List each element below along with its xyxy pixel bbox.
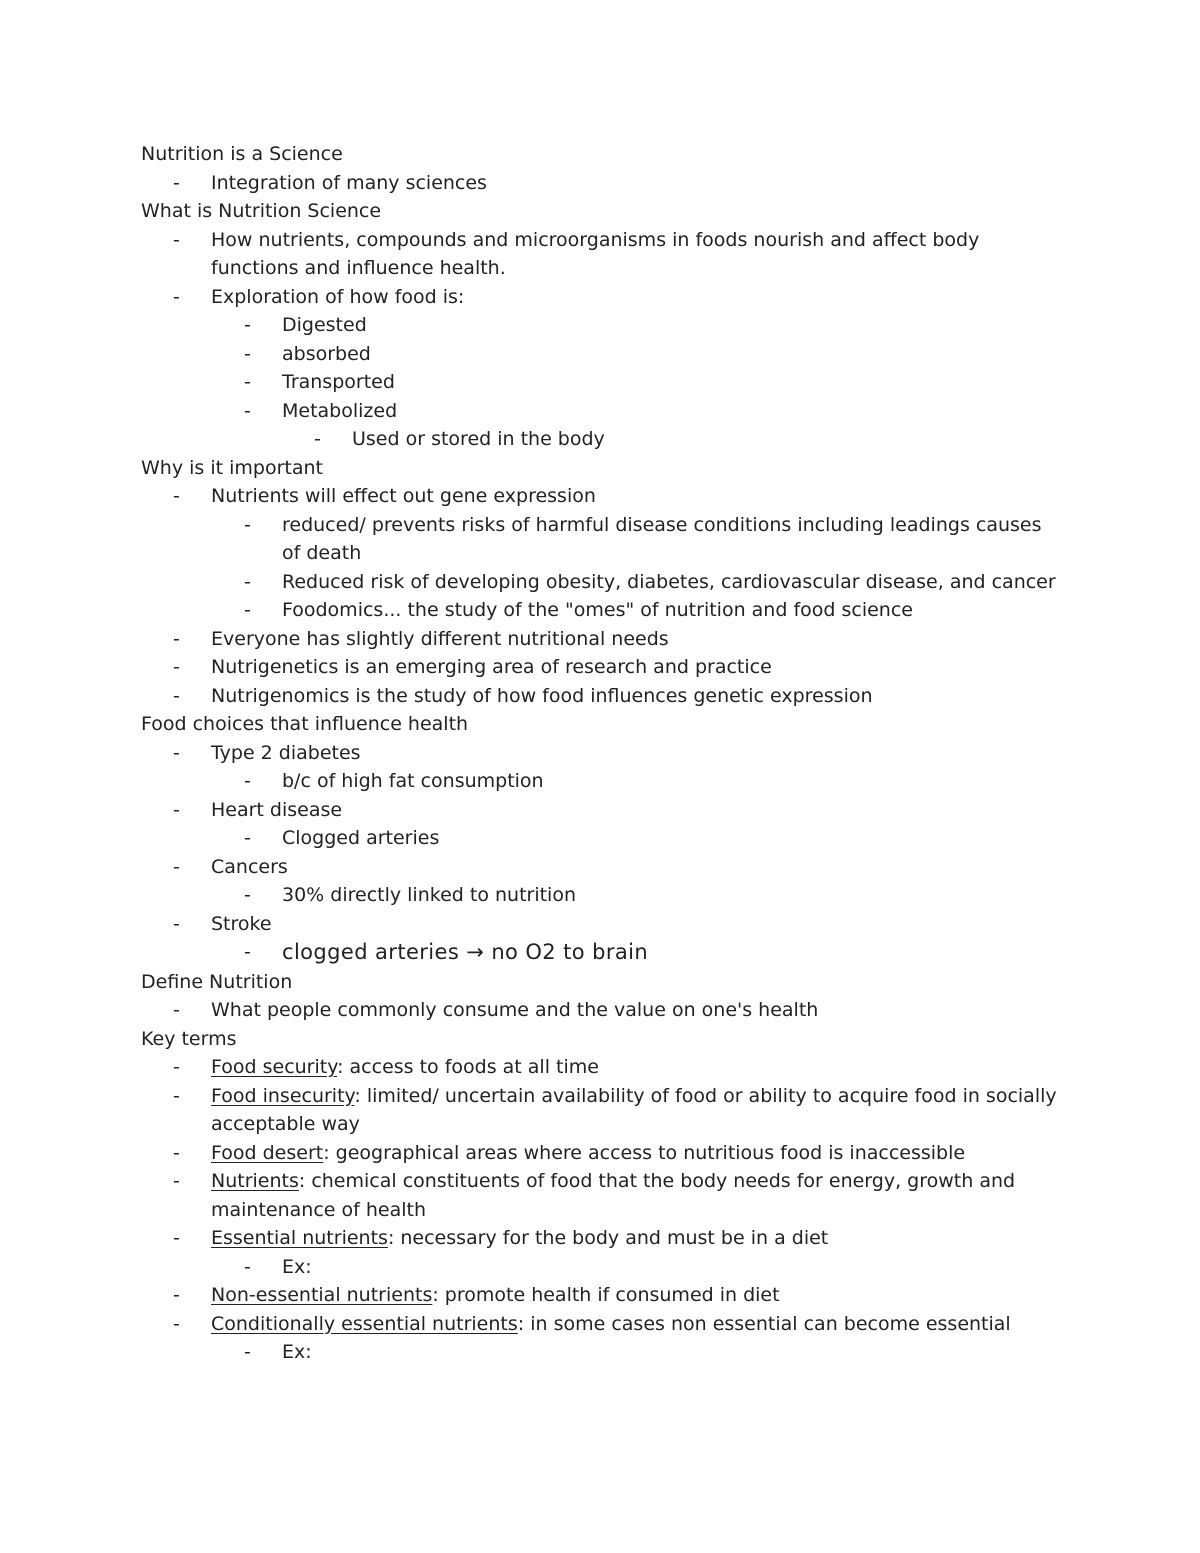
dash-bullet: - bbox=[173, 684, 180, 707]
dash-bullet: - bbox=[173, 1170, 180, 1192]
key-term-item bbox=[141, 1224, 1061, 1253]
sub-list-item bbox=[141, 340, 1061, 369]
list-item-text: Exploration of how food is: bbox=[211, 285, 465, 308]
list-item-text: clogged arteries → no O2 to brain bbox=[282, 940, 649, 964]
sub-list-item bbox=[141, 824, 1061, 853]
list-item-text: Integration of many sciences bbox=[211, 171, 487, 194]
dash-bullet: - bbox=[244, 941, 251, 963]
dash-bullet: - bbox=[173, 855, 180, 878]
dash-bullet: - bbox=[244, 1341, 251, 1363]
sub-list-item bbox=[141, 397, 1061, 426]
sub-list-item bbox=[141, 1253, 1061, 1282]
section-heading: Why is it important bbox=[141, 456, 323, 479]
dash-bullet: - bbox=[244, 599, 251, 621]
key-term-item bbox=[141, 1310, 1061, 1339]
key-term-definition: : geographical areas where access to nutritious food is inaccessible bbox=[323, 1141, 966, 1164]
list-item-text: Nutrients will effect out gene expression bbox=[211, 485, 596, 507]
sub-list-item bbox=[141, 311, 1061, 340]
sub-list-item bbox=[141, 767, 1061, 796]
section-heading: What is Nutrition Science bbox=[141, 200, 382, 222]
list-item-text: Reduced risk of developing obesity, diabetes, cardiovascular disease, and cancer bbox=[282, 570, 1056, 593]
dash-bullet: - bbox=[173, 171, 180, 194]
list-item-text: Transported bbox=[282, 371, 395, 393]
dash-bullet: - bbox=[244, 770, 251, 792]
list-item bbox=[141, 739, 1061, 768]
dash-bullet: - bbox=[173, 228, 180, 251]
dash-bullet: - bbox=[173, 999, 180, 1021]
key-term-item bbox=[141, 1281, 1061, 1310]
list-item-text: Ex: bbox=[282, 1255, 312, 1278]
list-item-text: Clogged arteries bbox=[282, 827, 440, 849]
list-item bbox=[141, 996, 1061, 1025]
list-item bbox=[141, 169, 1061, 198]
dash-bullet: - bbox=[244, 827, 251, 849]
list-item-text: Ex: bbox=[282, 1341, 312, 1363]
section-heading: Food choices that influence health bbox=[141, 713, 469, 735]
key-term-definition: : promote health if consumed in diet bbox=[432, 1284, 780, 1306]
key-term-definition: : chemical constituents of food that the body needs for energy, growth and maintenance of health bbox=[211, 1170, 1016, 1221]
section-heading: Nutrition is a Science bbox=[141, 143, 343, 165]
key-term: Food desert bbox=[211, 1141, 324, 1164]
list-item-text: b/c of high fat consumption bbox=[282, 770, 544, 792]
sub-sub-list-item bbox=[141, 425, 1061, 454]
sub-list-item bbox=[141, 938, 1061, 968]
list-item bbox=[141, 482, 1061, 511]
list-item bbox=[141, 283, 1061, 312]
list-item-text: Used or stored in the body bbox=[352, 428, 605, 450]
dash-bullet: - bbox=[173, 741, 180, 764]
list-item bbox=[141, 625, 1061, 654]
dash-bullet: - bbox=[173, 285, 180, 308]
list-item bbox=[141, 853, 1061, 882]
dash-bullet: - bbox=[173, 912, 180, 935]
list-item-text: What people commonly consume and the value on one's health bbox=[211, 999, 819, 1021]
list-item-text: Digested bbox=[282, 314, 367, 336]
key-term-item bbox=[141, 1167, 1061, 1224]
key-term: Food security bbox=[211, 1056, 338, 1078]
key-term: Nutrients bbox=[211, 1170, 299, 1192]
dash-bullet: - bbox=[314, 428, 321, 450]
key-term-item bbox=[141, 1082, 1061, 1139]
dash-bullet: - bbox=[244, 1255, 251, 1278]
dash-bullet: - bbox=[173, 1141, 180, 1164]
sub-list-item bbox=[141, 1338, 1061, 1367]
dash-bullet: - bbox=[244, 884, 251, 906]
dash-bullet: - bbox=[173, 1084, 180, 1107]
list-item-text: Nutrigenomics is the study of how food influences genetic expression bbox=[211, 684, 873, 707]
dash-bullet: - bbox=[173, 1284, 180, 1306]
document-body bbox=[141, 140, 1061, 1367]
list-item-text: Foodomics... the study of the "omes" of nutrition and food science bbox=[282, 599, 913, 621]
dash-bullet: - bbox=[244, 314, 251, 336]
list-item-text: Stroke bbox=[211, 912, 272, 935]
list-item-text: Cancers bbox=[211, 855, 288, 878]
key-term-definition: : limited/ uncertain availability of food or ability to acquire food in socially acceptable way bbox=[211, 1084, 1057, 1135]
key-term: Conditionally essential nutrients bbox=[211, 1312, 518, 1335]
key-term-definition: : necessary for the body and must be in a diet bbox=[387, 1227, 829, 1249]
dash-bullet: - bbox=[244, 342, 251, 365]
dash-bullet: - bbox=[173, 1227, 180, 1249]
dash-bullet: - bbox=[244, 371, 251, 393]
list-item-text: Nutrigenetics is an emerging area of research and practice bbox=[211, 656, 772, 678]
sub-list-item bbox=[141, 596, 1061, 625]
key-term-definition: : in some cases non essential can become essential bbox=[517, 1312, 1011, 1335]
list-item bbox=[141, 910, 1061, 939]
section-heading: Define Nutrition bbox=[141, 970, 293, 993]
dash-bullet: - bbox=[173, 798, 180, 821]
key-term-definition: : access to foods at all time bbox=[337, 1056, 599, 1078]
key-term-item bbox=[141, 1139, 1061, 1168]
key-term: Non-essential nutrients bbox=[211, 1284, 433, 1306]
key-term: Food insecurity bbox=[211, 1084, 355, 1107]
list-item-text: Metabolized bbox=[282, 399, 398, 422]
list-item-text: absorbed bbox=[282, 342, 371, 365]
list-item-text: Everyone has slightly different nutritional needs bbox=[211, 627, 669, 650]
list-item-text: Heart disease bbox=[211, 798, 343, 821]
list-item-text: Type 2 diabetes bbox=[211, 741, 361, 764]
list-item bbox=[141, 226, 1061, 283]
sub-list-item bbox=[141, 568, 1061, 597]
dash-bullet: - bbox=[173, 1312, 180, 1335]
section-heading: Key terms bbox=[141, 1027, 237, 1050]
sub-list-item bbox=[141, 881, 1061, 910]
key-term-item bbox=[141, 1053, 1061, 1082]
dash-bullet: - bbox=[173, 627, 180, 650]
dash-bullet: - bbox=[173, 1056, 180, 1078]
dash-bullet: - bbox=[244, 399, 251, 422]
list-item bbox=[141, 682, 1061, 711]
dash-bullet: - bbox=[173, 485, 180, 507]
dash-bullet: - bbox=[244, 570, 251, 593]
dash-bullet: - bbox=[173, 656, 180, 678]
list-item-text: How nutrients, compounds and microorganisms in foods nourish and affect body functions and influence health. bbox=[211, 228, 980, 279]
dash-bullet: - bbox=[244, 513, 251, 536]
list-item-text: 30% directly linked to nutrition bbox=[282, 884, 576, 906]
sub-list-item bbox=[141, 511, 1061, 568]
sub-list-item bbox=[141, 368, 1061, 397]
list-item bbox=[141, 653, 1061, 682]
list-item-text: reduced/ prevents risks of harmful disease conditions including leadings causes of death bbox=[282, 513, 1042, 564]
list-item bbox=[141, 796, 1061, 825]
key-term: Essential nutrients bbox=[211, 1227, 388, 1249]
